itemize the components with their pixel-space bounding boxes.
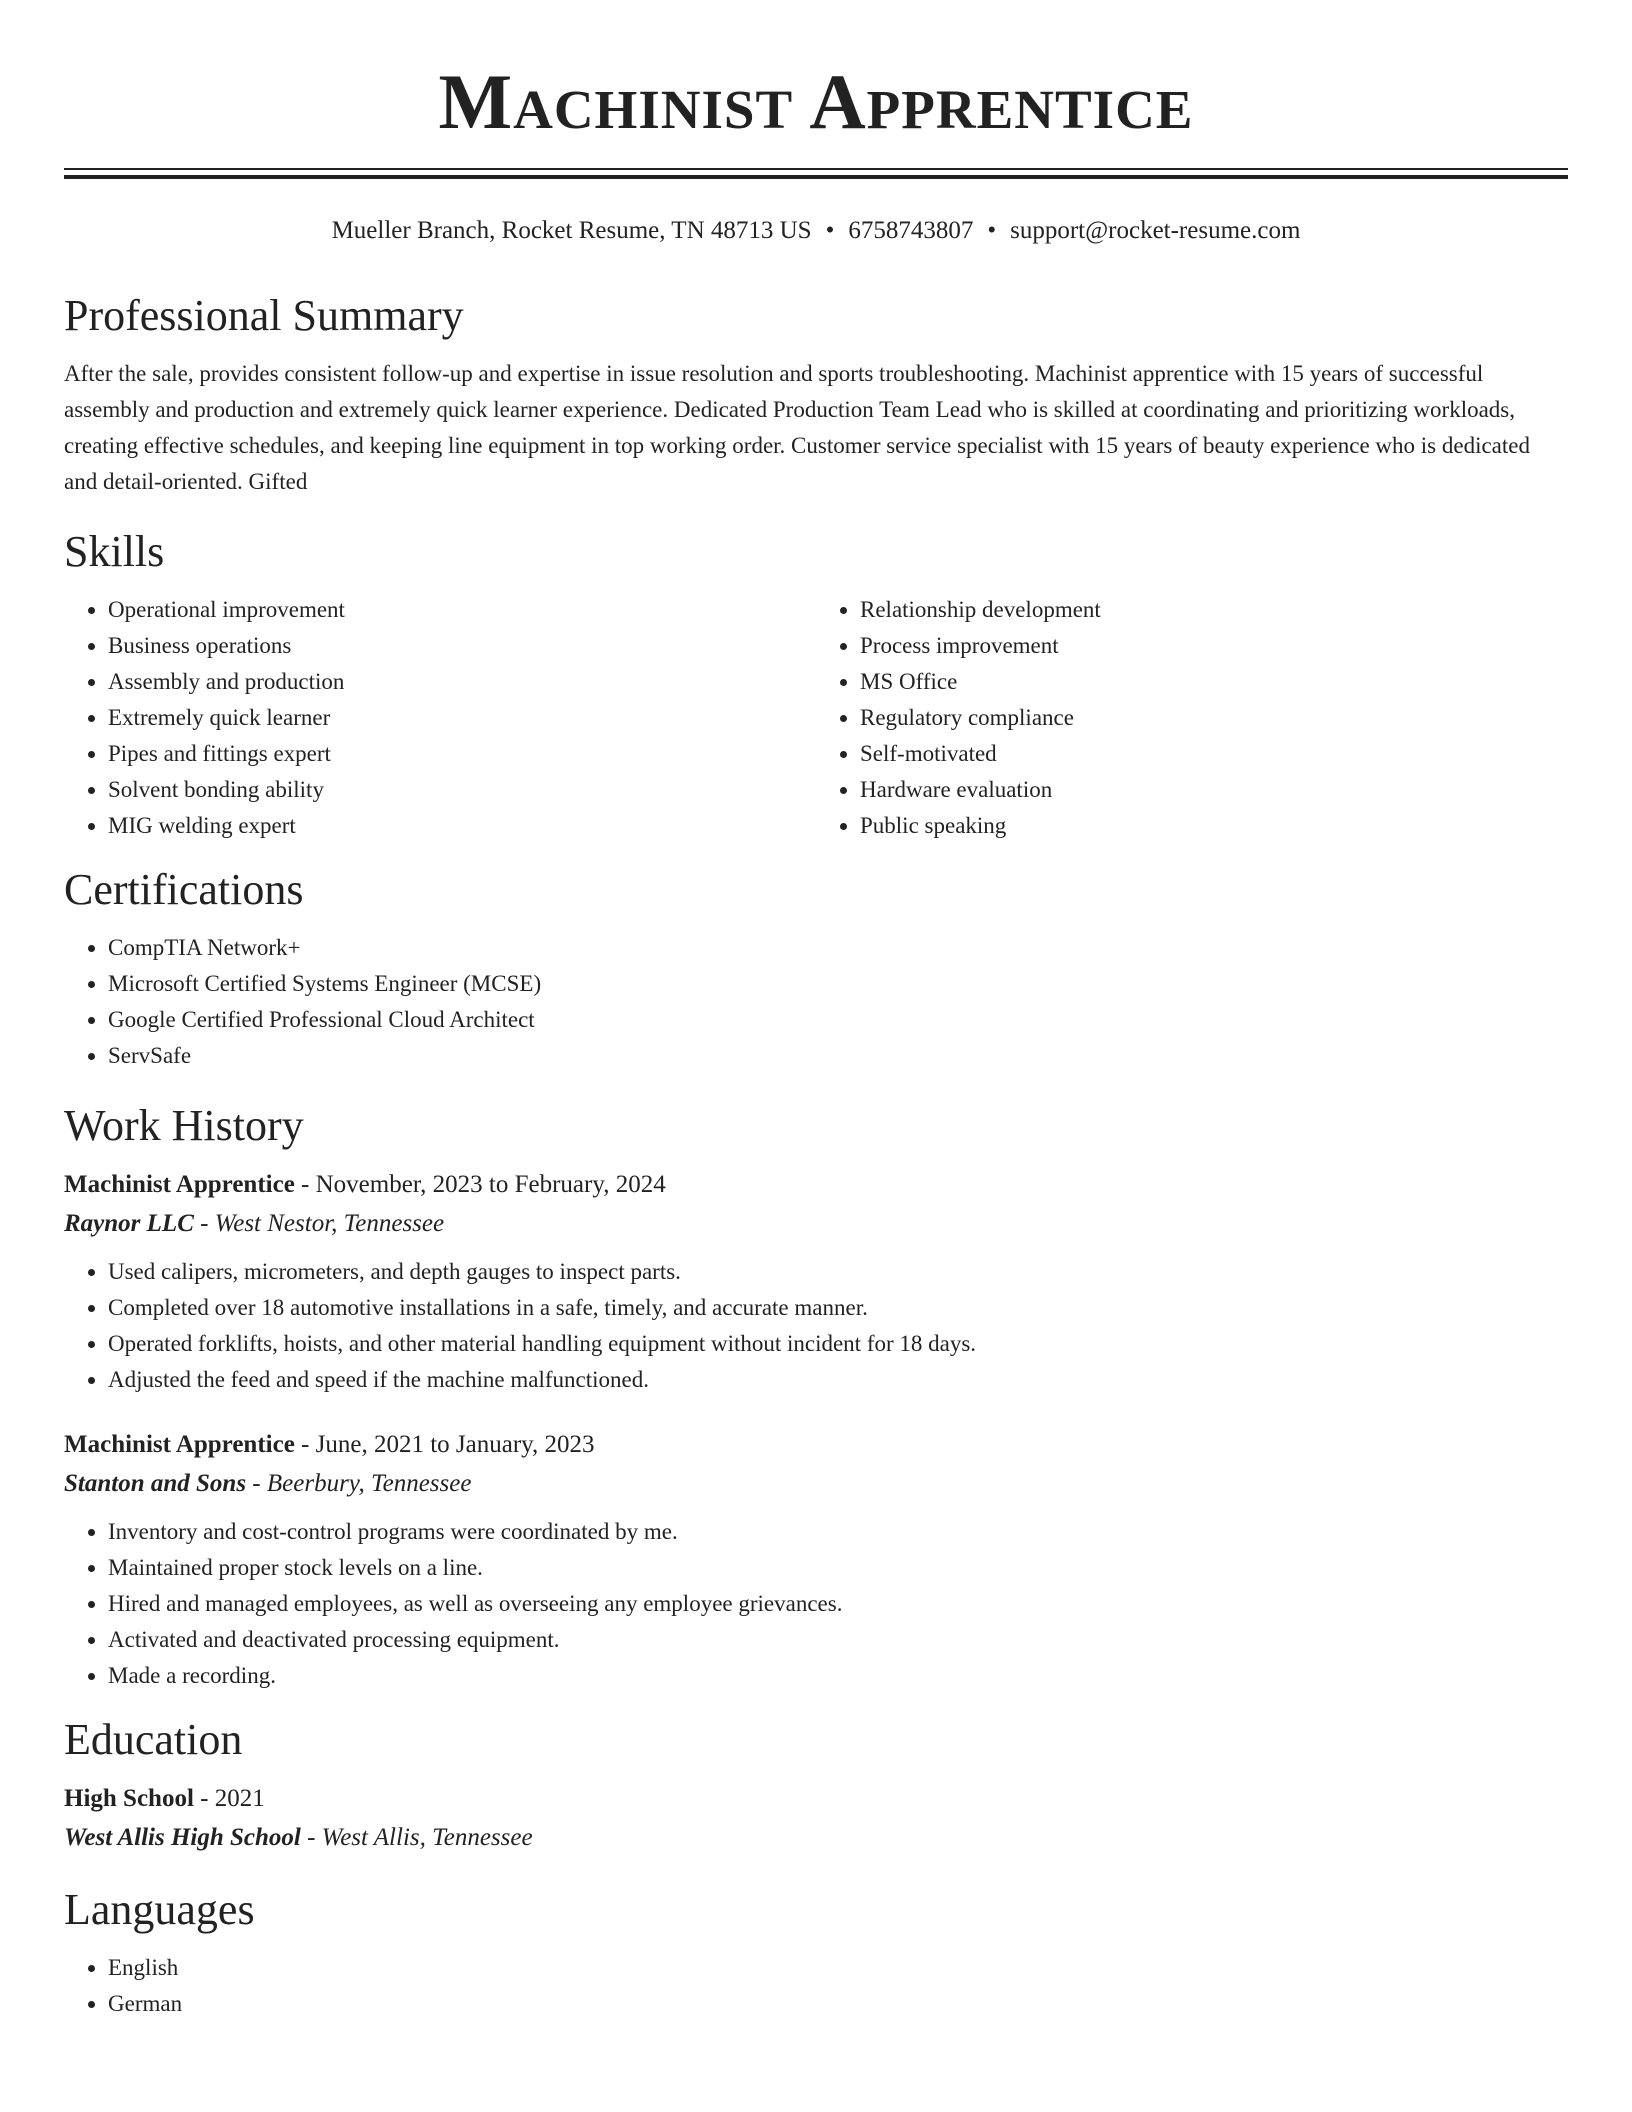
languages-section [64,1884,1568,2022]
skill-item: • Solvent bonding ability [108,772,816,808]
skills-section [64,526,1568,844]
job-header [64,1426,1568,1464]
skill-item: • Self-motivated [860,736,1568,772]
job-duty: • Operated forklifts, hoists, and other material handling equipment without incident for 18 days. [108,1326,1568,1362]
education-header [64,1780,1568,1818]
skill-item: • MS Office [860,664,1568,700]
job-duties-list [64,1254,1568,1398]
contact-line [0,214,1632,248]
skills-grid [64,592,1568,844]
work-history-section [64,1100,1568,1694]
certification-item: • Microsoft Certified Systems Engineer (MCSE) [108,966,1568,1002]
education-year: - 2021 [193,1785,265,1812]
job-duty: • Made a recording. [108,1658,1568,1694]
job-title: Machinist Apprentice [64,1171,295,1198]
skill-item: • Extremely quick learner [108,700,816,736]
skill-item: • Operational improvement [108,592,816,628]
skill-item: • Relationship development [860,592,1568,628]
skill-item: • Process improvement [860,628,1568,664]
job-duty: • Hired and managed employees, as well as overseeing any employee grievances. [108,1586,1568,1622]
contact-email: support@rocket-resume.com [1010,217,1301,244]
job-company-line [64,1464,1568,1504]
skill-item: • Hardware evaluation [860,772,1568,808]
skill-item: • Assembly and production [108,664,816,700]
job-duty: • Maintained proper stock levels on a line. [108,1550,1568,1586]
resume-content [64,290,1568,2022]
languages-list [64,1950,1568,2022]
section-heading-work-history: Work History [64,1101,304,1150]
job-duty: • Activated and deactivated processing equipment. [108,1622,1568,1658]
certification-item: • ServSafe [108,1038,1568,1074]
job-duties-list [64,1514,1568,1694]
job-header [64,1166,1568,1204]
education-location: - West Allis, Tennessee [300,1824,533,1851]
skill-item: • Public speaking [860,808,1568,844]
section-heading-skills: Skills [64,527,165,576]
certification-item: • CompTIA Network+ [108,930,1568,966]
job-duty: • Adjusted the feed and speed if the machine malfunctioned. [108,1362,1568,1398]
section-heading-education: Education [64,1715,243,1764]
education-section [64,1714,1568,1858]
skill-item: • Pipes and fittings expert [108,736,816,772]
section-heading-certifications: Certifications [64,865,304,914]
resume-title: Machinist Apprentice [438,58,1194,145]
job-entry [64,1166,1568,1398]
job-dates: - November, 2023 to February, 2024 [294,1171,666,1198]
job-duty: • Used calipers, micrometers, and depth gauges to inspect parts. [108,1254,1568,1290]
job-dates: - June, 2021 to January, 2023 [294,1431,595,1458]
education-school-line [64,1818,1568,1858]
contact-address: Mueller Branch, Rocket Resume, TN 48713 US [331,217,812,244]
education-school: West Allis High School [64,1824,301,1851]
certifications-section [64,864,1568,1074]
certifications-list [64,930,1568,1074]
skill-item: • MIG welding expert [108,808,816,844]
job-company-line [64,1204,1568,1244]
summary-text: After the sale, provides consistent follow-up and expertise in issue resolution and sports troubleshooting. Machinist apprentice with 15 years of successful assembly and production and extremely quick learner experience. Dedicated Production Team Lead who is skilled at coordinating and prioritizing workloads, creating effective schedules, and keeping line equipment in top working order. Customer service specialist with 15 years of beauty experience who is dedicated and detail-oriented. Gifted [64,361,1530,494]
section-heading-languages: Languages [64,1885,255,1934]
job-company: Stanton and Sons [64,1470,247,1497]
job-company: Raynor LLC [64,1210,194,1237]
job-entry [64,1426,1568,1694]
title-divider-thick [64,175,1568,179]
language-item: • German [108,1986,1568,2022]
language-item: • English [108,1950,1568,1986]
education-degree: High School [64,1785,194,1812]
job-duty: • Inventory and cost-control programs were coordinated by me. [108,1514,1568,1550]
professional-summary-section [64,290,1568,500]
bullet-separator: • [825,217,835,244]
skills-list-left [64,592,816,844]
job-location: - Beerbury, Tennessee [246,1470,472,1497]
title-divider-thin [64,168,1568,170]
section-heading-summary: Professional Summary [64,291,464,340]
skills-list-right [816,592,1568,844]
skill-item: • Business operations [108,628,816,664]
job-location: - West Nestor, Tennessee [193,1210,445,1237]
contact-phone: 6758743807 [848,217,974,244]
job-duty: • Completed over 18 automotive installations in a safe, timely, and accurate manner. [108,1290,1568,1326]
job-title: Machinist Apprentice [64,1431,295,1458]
certification-item: • Google Certified Professional Cloud Architect [108,1002,1568,1038]
skill-item: • Regulatory compliance [860,700,1568,736]
bullet-separator: • [987,217,997,244]
